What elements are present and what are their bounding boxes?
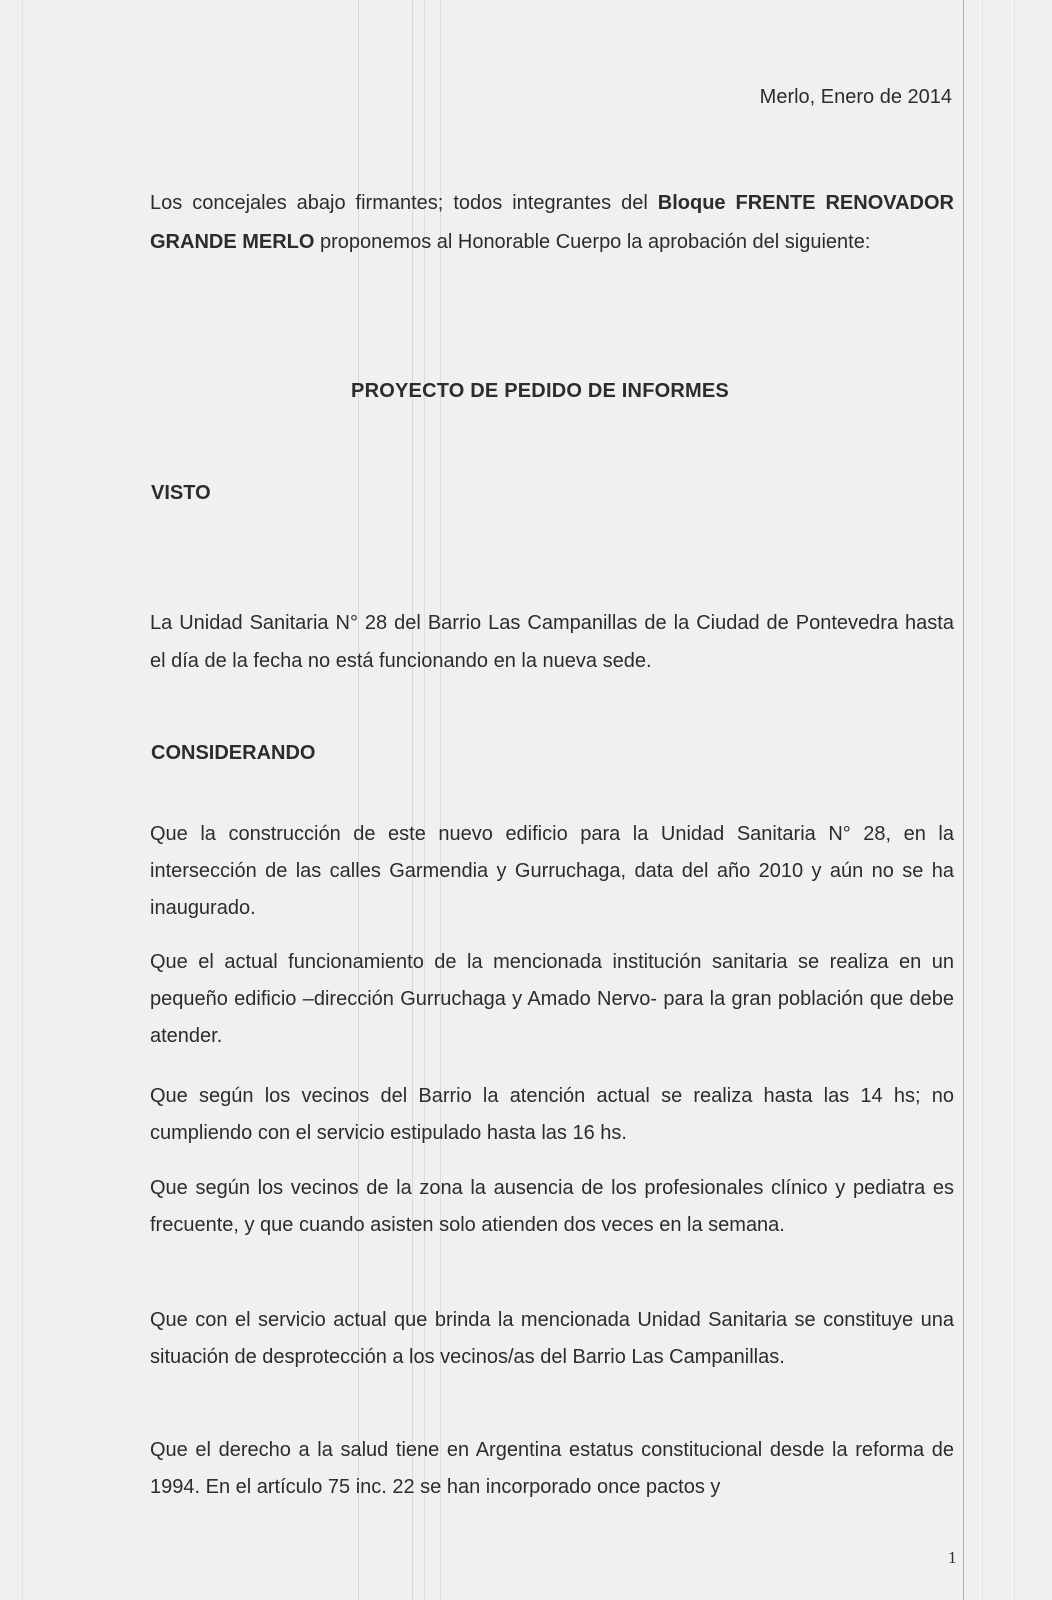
scan-line	[982, 0, 983, 1600]
scan-line	[1014, 0, 1015, 1600]
intro-text-before: Los concejales abajo firmantes; todos integrantes del	[150, 192, 658, 214]
considerando-paragraph: Que el derecho a la salud tiene en Argentina estatus constitucional desde la reforma de 1994. En el artículo 75 inc. 22 se han incorporado once pactos y	[150, 1439, 954, 1498]
visto-paragraph: La Unidad Sanitaria N° 28 del Barrio Las Campanillas de la Ciudad de Pontevedra hasta el día de la fecha no está funcionando en la nueva sede.	[150, 612, 954, 672]
considerando-paragraph: Que según los vecinos del Barrio la atención actual se realiza hasta las 14 hs; no cumpliendo con el servicio estipulado hasta las 16 hs.	[150, 1085, 954, 1144]
considerando-heading: CONSIDERANDO	[151, 742, 316, 764]
document-title: PROYECTO DE PEDIDO DE INFORMES	[351, 380, 729, 402]
considerando-paragraph: Que según los vecinos de la zona la ausencia de los profesionales clínico y pediatra es frecuente, y que cuando asisten solo atienden dos veces en la semana.	[150, 1177, 954, 1236]
page-number: 1	[948, 1548, 957, 1567]
intro-text-after: proponemos al Honorable Cuerpo la aprobación del siguiente:	[314, 231, 871, 253]
visto-heading: VISTO	[151, 482, 211, 504]
considerando-paragraph: Que la construcción de este nuevo edificio para la Unidad Sanitaria N° 28, en la intersección de las calles Garmendia y Gurruchaga, data del año 2010 y aún no se ha inaugurado.	[150, 823, 954, 919]
intro-paragraph	[150, 184, 954, 262]
scan-line	[963, 0, 964, 1600]
scan-line	[22, 0, 23, 1600]
bloc-name: Bloque FRENTE RENOVADOR GRANDE MERLO	[150, 192, 954, 253]
considerando-paragraph: Que el actual funcionamiento de la mencionada institución sanitaria se realiza en un pequeño edificio –dirección Gurruchaga y Amado Nervo- para la gran población que debe atender.	[150, 951, 954, 1047]
considerando-paragraph: Que con el servicio actual que brinda la mencionada Unidad Sanitaria se constituye una situación de desprotección a los vecinos/as del Barrio Las Campanillas.	[150, 1309, 954, 1368]
date-line: Merlo, Enero de 2014	[759, 86, 952, 108]
